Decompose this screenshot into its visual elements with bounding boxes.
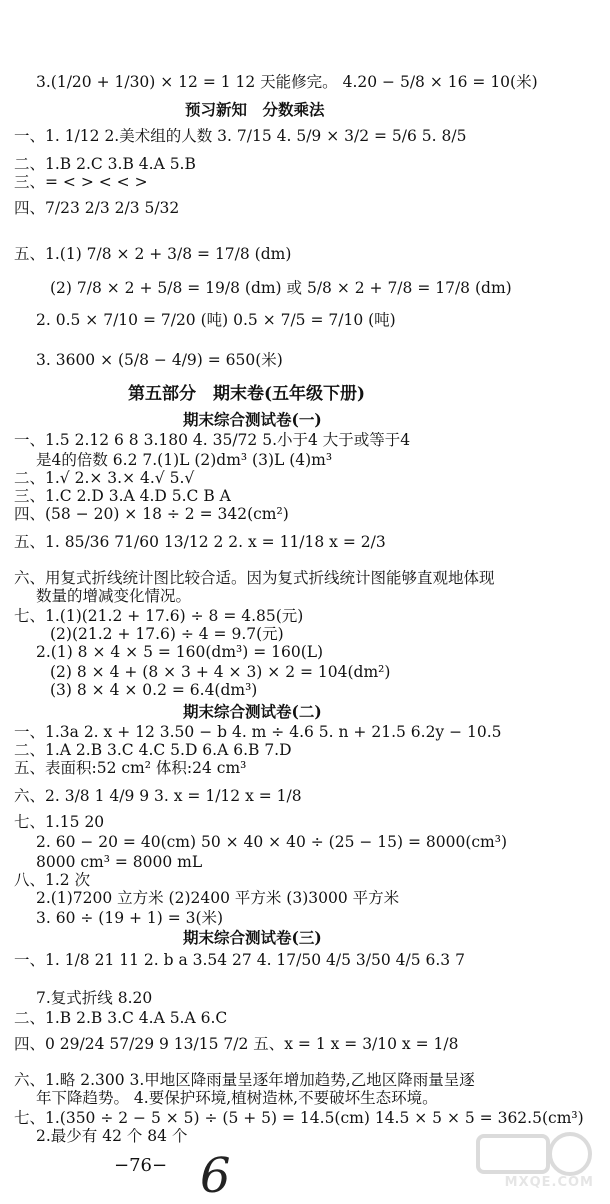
answer-line: 六、2. 3/8 1 4/9 9 3. x = 1/12 x = 1/8	[14, 787, 302, 805]
answer-line: 七、1.15 20	[14, 813, 105, 831]
answer-line: 3. 60 ÷ (19 + 1) = 3(米)	[36, 909, 224, 927]
answer-line: 五、表面积:52 cm² 体积:24 cm³	[14, 759, 247, 777]
answer-line: 六、用复式折线统计图比较合适。因为复式折线统计图能够直观地体现	[14, 569, 495, 587]
answer-line: 2.最少有 42 个 84 个	[36, 1127, 188, 1145]
answer-line: 3. 3600 × (5/8 − 4/9) = 650(米)	[36, 351, 283, 369]
answer-line: 一、1.5 2.12 6 8 3.180 4. 35/72 5.小于4 大于或等于4	[14, 431, 411, 449]
answer-line: (2)(21.2 + 17.6) ÷ 4 = 9.7(元)	[50, 625, 284, 643]
answer-line: (3) 8 × 4 × 0.2 = 6.4(dm³)	[50, 681, 258, 699]
answer-line: 二、1.A 2.B 3.C 4.C 5.D 6.A 6.B 7.D	[14, 741, 292, 759]
answer-line: 一、1.3a 2. x + 12 3.50 − b 4. m ÷ 4.6 5. n + 21.5 6.2y − 10.5	[14, 723, 502, 741]
answer-line: 六、1.略 2.300 3.甲地区降雨量呈逐年增加趋势,乙地区降雨量呈逐	[14, 1071, 475, 1089]
answer-line: 一、1. 1/12 2.美术组的人数 3. 7/15 4. 5/9 × 3/2 = 5/6 5. 8/5	[14, 127, 467, 145]
answer-line: 四、(58 − 20) × 18 ÷ 2 = 342(cm²)	[14, 505, 289, 523]
answer-line: 是4的倍数 6.2 7.(1)L (2)dm³ (3)L (4)m³	[36, 451, 333, 469]
answer-line: 五、1. 85/36 71/60 13/12 2 2. x = 11/18 x = 2/3	[14, 533, 386, 551]
handwritten-number: 6	[200, 1148, 231, 1204]
answer-line: 七、1.(1)(21.2 + 17.6) ÷ 8 = 4.85(元)	[14, 607, 304, 625]
answer-line: 三、= < > < < >	[14, 173, 148, 191]
answer-line: 2.(1) 8 × 4 × 5 = 160(dm³) = 160(L)	[36, 643, 324, 661]
part-title: 第五部分 期末卷(五年级下册)	[128, 384, 366, 404]
answer-line: 四、7/23 2/3 2/3 5/32	[14, 199, 180, 217]
test-title: 期末综合测试卷(二)	[183, 702, 322, 721]
watermark-text: MXQE.COM	[504, 1175, 594, 1190]
page-number: −76−	[114, 1155, 168, 1176]
answer-line: 三、1.C 2.D 3.A 4.D 5.C B A	[14, 487, 231, 505]
answer-line: (2) 7/8 × 2 + 5/8 = 19/8 (dm) 或 5/8 × 2 + 7/8 = 17/8 (dm)	[50, 279, 512, 297]
section-title: 预习新知 分数乘法	[185, 100, 325, 119]
answer-line: 五、1.(1) 7/8 × 2 + 3/8 = 17/8 (dm)	[14, 245, 292, 263]
answer-line: 四、0 29/24 57/29 9 13/15 7/2 五、x = 1 x = 3/10 x = 1/8	[14, 1035, 459, 1053]
test-title: 期末综合测试卷(一)	[183, 410, 322, 429]
answer-line: 数量的增减变化情况。	[36, 587, 192, 605]
answer-line: 一、1. 1/8 21 11 2. b a 3.54 27 4. 17/50 4/5 3/50 4/5 6.3 7	[14, 951, 465, 969]
answer-line: 7.复式折线 8.20	[36, 989, 153, 1007]
answer-line: (2) 8 × 4 + (8 × 3 + 4 × 3) × 2 = 104(dm²)	[50, 663, 391, 681]
answer-line: 2. 0.5 × 7/10 = 7/20 (吨) 0.5 × 7/5 = 7/10 (吨)	[36, 311, 396, 329]
watermark-logo	[470, 1128, 602, 1194]
answer-line: 2.(1)7200 立方米 (2)2400 平方米 (3)3000 平方米	[36, 889, 400, 907]
answer-line: 二、1.B 2.B 3.C 4.A 5.A 6.C	[14, 1009, 228, 1027]
answer-line: 8000 cm³ = 8000 mL	[36, 853, 203, 871]
answer-line: 3.(1/20 + 1/30) × 12 = 1 12 天能修完。 4.20 − 5/8 × 16 = 10(米)	[36, 73, 538, 91]
answer-line: 二、1.√ 2.× 3.× 4.√ 5.√	[14, 469, 195, 487]
answer-line: 七、1.(350 ÷ 2 − 5 × 5) ÷ (5 + 5) = 14.5(cm) 14.5 × 5 × 5 = 362.5(cm³)	[14, 1109, 584, 1127]
answer-line: 二、1.B 2.C 3.B 4.A 5.B	[14, 155, 196, 173]
answer-line: 八、1.2 次	[14, 871, 91, 889]
answer-line: 2. 60 − 20 = 40(cm) 50 × 40 × 40 ÷ (25 − 15) = 8000(cm³)	[36, 833, 508, 851]
answer-line: 年下降趋势。 4.要保护环境,植树造林,不要破坏生态环境。	[36, 1089, 438, 1107]
test-title: 期末综合测试卷(三)	[183, 928, 322, 947]
